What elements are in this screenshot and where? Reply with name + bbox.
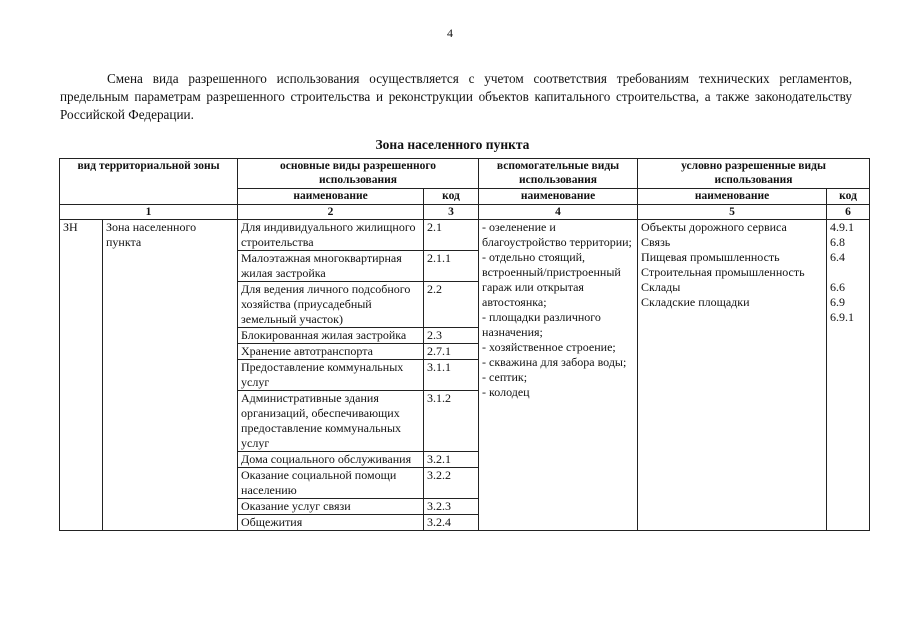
- main-use-name: Дома социального обслуживания: [238, 452, 424, 468]
- main-use-code: 2.1.1: [424, 251, 479, 282]
- header-main-uses: основные виды разрешенного использования: [238, 159, 479, 189]
- aux-use-item: - хозяйственное строение;: [482, 340, 616, 354]
- main-use-name: Административные здания организаций, обеспечивающих предоставление коммунальных услуг: [238, 391, 424, 452]
- cond-use-code: 6.8: [830, 235, 846, 249]
- main-use-name: Общежития: [238, 515, 424, 531]
- main-use-name: Для ведения личного подсобного хозяйства (приусадебный земельный участок): [238, 282, 424, 328]
- header-aux-name: наименование: [479, 189, 638, 205]
- main-use-code: 3.2.1: [424, 452, 479, 468]
- header-cond-name: наименование: [638, 189, 827, 205]
- main-use-code: 2.1: [424, 220, 479, 251]
- zone-code: ЗН: [60, 220, 103, 531]
- header-aux-uses: вспомогательные виды использования: [479, 159, 638, 189]
- main-use-code: 3.2.2: [424, 468, 479, 499]
- cond-use-code: 6.9: [830, 295, 846, 309]
- aux-use-item: - колодец: [482, 385, 530, 399]
- main-use-name: Хранение автотранспорта: [238, 344, 424, 360]
- cond-use-code: [830, 265, 866, 280]
- header-cond-code: код: [827, 189, 870, 205]
- aux-use-item: - отдельно стоящий, встроенный/пристроенный гараж или открытая автостоянка;: [482, 250, 621, 309]
- header-zone-type: вид территориальной зоны: [60, 159, 238, 205]
- aux-use-item: - площадки различного назначения;: [482, 310, 601, 339]
- cond-use-code: 4.9.1: [830, 220, 855, 234]
- main-use-code: 3.2.3: [424, 499, 479, 515]
- column-number-4: 4: [479, 205, 638, 220]
- intro-paragraph: Смена вида разрешенного использования осуществляется с учетом соответствия требованиям технических регламентов, предельным параметрам разрешенного строительства и реконструкции объектов капитального строительства, а также законодательству Российской Федерации.: [60, 71, 852, 122]
- main-use-code: 2.3: [424, 328, 479, 344]
- cond-uses-names: [638, 220, 827, 531]
- cond-use-name: Строительная промышленность: [641, 265, 805, 279]
- header-cond-uses: условно разрешенные виды использования: [638, 159, 870, 189]
- main-use-code: 2.2: [424, 282, 479, 328]
- zone-name: Зона населенного пункта: [103, 220, 238, 531]
- main-use-code: 3.1.1: [424, 360, 479, 391]
- header-main-code: код: [424, 189, 479, 205]
- column-number-2: 2: [238, 205, 424, 220]
- aux-use-item: - скважина для забора воды;: [482, 355, 627, 369]
- main-use-name: Оказание услуг связи: [238, 499, 424, 515]
- header-main-name: наименование: [238, 189, 424, 205]
- column-number-1: 1: [60, 205, 238, 220]
- column-number-3: 3: [424, 205, 479, 220]
- main-use-name: Для индивидуального жилищного строительства: [238, 220, 424, 251]
- table-title: Зона населенного пункта: [375, 137, 530, 152]
- column-number-6: 6: [827, 205, 870, 220]
- cond-uses-codes: [827, 220, 870, 531]
- main-use-code: 3.2.4: [424, 515, 479, 531]
- main-use-name: Блокированная жилая застройка: [238, 328, 424, 344]
- main-use-name: Малоэтажная многоквартирная жилая застройка: [238, 251, 424, 282]
- cond-use-name: Связь: [641, 235, 671, 249]
- main-use-code: 2.7.1: [424, 344, 479, 360]
- cond-use-code: 6.6: [830, 280, 846, 294]
- main-use-name: Предоставление коммунальных услуг: [238, 360, 424, 391]
- aux-use-item: - септик;: [482, 370, 528, 384]
- aux-uses-list: [479, 220, 638, 531]
- column-number-5: 5: [638, 205, 827, 220]
- main-use-name: Оказание социальной помощи населению: [238, 468, 424, 499]
- page-number: 4: [447, 26, 453, 40]
- cond-use-name: Объекты дорожного сервиса: [641, 220, 787, 234]
- cond-use-code: 6.9.1: [830, 310, 855, 324]
- cond-use-name: Складские площадки: [641, 295, 750, 309]
- zoning-table: [59, 158, 870, 531]
- main-use-code: 3.1.2: [424, 391, 479, 452]
- cond-use-name: Пищевая промышленность: [641, 250, 780, 264]
- cond-use-name: Склады: [641, 280, 681, 294]
- cond-use-code: 6.4: [830, 250, 846, 264]
- aux-use-item: - озеленение и благоустройство территории;: [482, 220, 632, 249]
